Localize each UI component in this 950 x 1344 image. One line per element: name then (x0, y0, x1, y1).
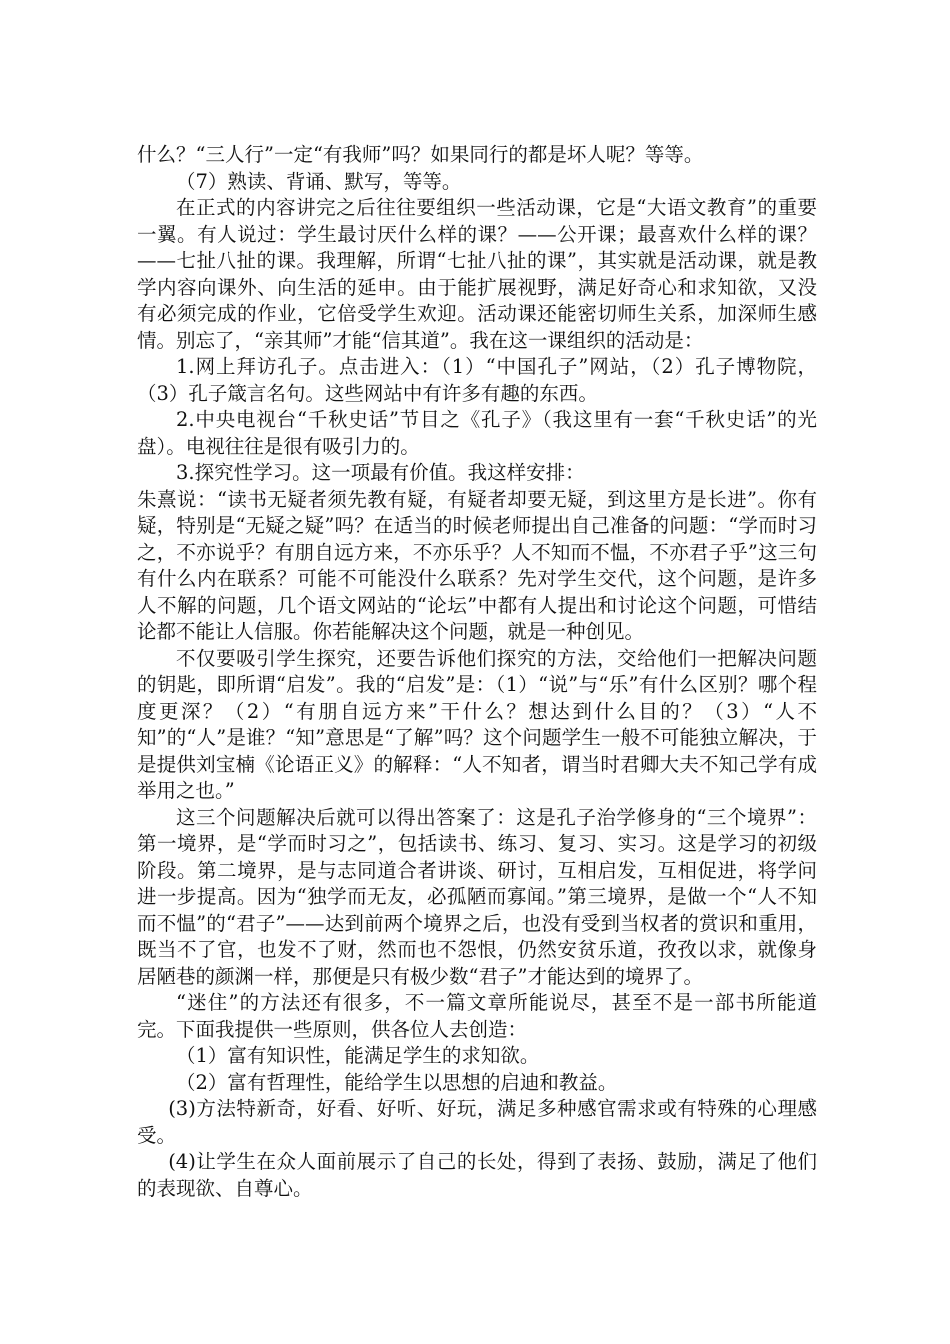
document-page (137, 142, 817, 1202)
paragraph-5: 2.中央电视台“千秋史话”节目之《孔子》（我这里有一套“千秋史话”的光盘）。电视往往是很有吸引力的。 (137, 408, 817, 458)
paragraph-12: （2）富有哲理性，能给学生以思想的启迪和教益。 (176, 1070, 618, 1094)
paragraph-14: (4)让学生在众人面前展示了自己的长处，得到了表扬、鼓励，满足了他们的表现欲、自尊心。 (137, 1150, 817, 1200)
paragraph-10: “迷住”的方法还有很多，不一篇文章所能说尽，甚至不是一部书所能道完。下面我提供一些原则，供各位人去创造： (137, 991, 817, 1041)
paragraph-1: 什么？“三人行”一定“有我师”吗？如果同行的都是坏人呢？等等。 (137, 143, 704, 166)
paragraph-7: 朱熹说：“读书无疑者须先教有疑，有疑者却要无疑，到这里方是长进”。你有疑，特别是“无疑之疑”吗？在适当的时候老师提出自己准备的问题：“学而时习之，不亦说乎？有朋自远方来，不亦乐乎？人不知而不愠，不亦君子乎”这三句有什么内在联系？可能不可能没什么联系？先对学生交代，这个问题，是许多人不解的问题，几个语文网站的“论坛”中都有人提出和讨论这个问题，可惜结论都不能让人信服。你若能解决这个问题，就是一种创见。 (137, 487, 817, 643)
paragraph-2: （7）熟读、背诵、默写，等等。 (176, 169, 462, 193)
paragraph-13: (3)方法特新奇，好看、好听、好玩，满足多种感官需求或有特殊的心理感受。 (137, 1097, 817, 1147)
paragraph-11: （1）富有知识性，能满足学生的求知欲。 (176, 1044, 540, 1067)
paragraph-4: 1.网上拜访孔子。点击进入：（1）“中国孔子”网站，（2）孔子博物院，（3）孔子箴言名句。这些网站中有许多有趣的东西。 (137, 355, 817, 405)
paragraph-9: 这三个问题解决后就可以得出答案了：这是孔子治学修身的“三个境界”：第一境界，是“学而时习之”，包括读书、练习、复习、实习。这是学习的初级阶段。第二境界，是与志同道合者讲谈、研讨，互相启发，互相促进，将学问进一步提高。因为“独学而无友，必孤陋而寡闻。”第三境界，是做一个“人不知而不愠”的“君子”——达到前两个境界之后，也没有受到当权者的赏识和重用，既当不了官，也发不了财，然而也不怨恨，仍然安贫乐道，孜孜以求，就像身居陋巷的颜渊一样，那便是只有极少数“君子”才能达到的境界了。 (137, 805, 817, 988)
paragraph-6: 3.探究性学习。这一项最有价值。我这样安排： (176, 461, 585, 484)
paragraph-3: 在正式的内容讲完之后往往要组织一些活动课，它是“大语文教育”的重要一翼。有人说过：学生最讨厌什么样的课？——公开课；最喜欢什么样的课？——七扯八扯的课。我理解，所谓“七扯八扯的课”，其实就是活动课，就是教学内容向课外、向生活的延申。由于能扩展视野，满足好奇心和求知欲，又没有必须完成的作业，它倍受学生欢迎。活动课还能密切师生关系，加深师生感情。别忘了，“亲其师”才能“信其道”。我在这一课组织的活动是： (137, 196, 817, 352)
paragraph-8: 不仅要吸引学生探究，还要告诉他们探究的方法，交给他们一把解决问题的钥匙，即所谓“启发”。我的“启发”是：（1）“说”与“乐”有什么区别？哪个程度更深？（2）“有朋自远方来”干什么？想达到什么目的？（3）“人不知”的“人”是谁？“知”意思是“了解”吗？这个问题学生一般不可能独立解决，于是提供刘宝楠《论语正义》的解释：“人不知者，谓当时君卿大夫不知己学有成举用之也。” (137, 646, 817, 802)
